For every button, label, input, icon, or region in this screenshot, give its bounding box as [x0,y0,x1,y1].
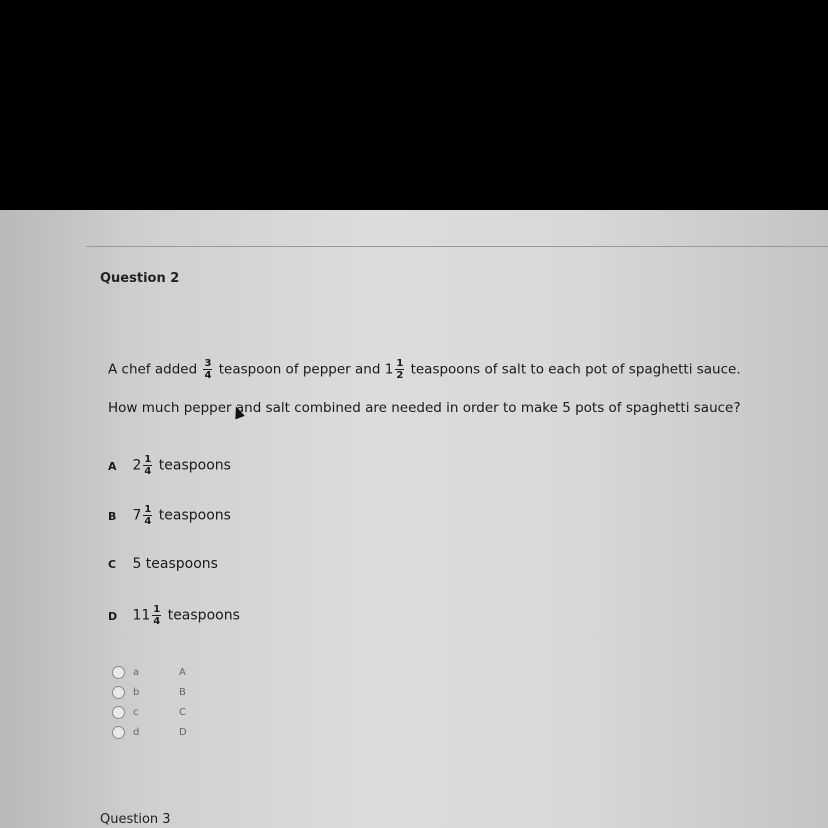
choice-letter: C [108,558,117,571]
fraction-numerator: 1 [153,604,161,615]
option-value: D [179,726,187,738]
fraction-denominator: 4 [153,616,161,627]
choice-whole: 11 [132,607,151,624]
fraction-numerator: 3 [204,358,212,369]
option-label: c [133,706,139,718]
option-label: d [133,726,140,738]
answer-option-c[interactable] [112,702,187,722]
radio-button[interactable] [112,666,125,679]
choice-whole: 2 [132,457,142,474]
answer-options [112,662,187,742]
option-label: b [133,686,140,698]
fraction [143,504,152,527]
fraction-denominator: 4 [144,516,152,527]
choice-b [108,504,231,527]
choice-unit: teaspoons [158,457,231,474]
fraction-numerator: 1 [144,454,152,465]
fraction-numerator: 1 [396,358,404,369]
fraction [395,358,404,381]
option-value: B [179,686,186,698]
option-value: A [179,666,186,678]
choice-letter: A [108,459,117,473]
option-value: C [179,706,186,718]
divider [86,246,828,247]
fraction-denominator: 2 [396,370,404,381]
prompt-text: A chef added [108,361,198,378]
choice-d [108,604,240,627]
choice-letter: D [108,609,118,623]
fraction [143,454,152,477]
radio-button[interactable] [112,686,125,699]
question-3-label: Question 3 [100,812,171,827]
radio-button[interactable] [112,726,125,739]
choice-c [108,556,218,572]
answer-option-b[interactable] [112,682,187,702]
fraction [152,604,161,627]
fraction [203,358,212,381]
prompt-text: teaspoons of salt to each pot of spaghetti sauce. [410,361,741,378]
question-text-line-2: How much pepper and salt combined are needed in order to make 5 pots of spaghetti sauce? [108,400,741,416]
question-2-label: Question 2 [100,271,180,286]
question-text-line-1 [108,358,741,381]
choice-unit: teaspoons [167,607,240,624]
fraction-denominator: 4 [144,466,152,477]
radio-button[interactable] [112,706,125,719]
option-label: a [133,666,140,678]
answer-option-a[interactable] [112,662,187,682]
fraction-denominator: 4 [204,370,212,381]
choice-letter: B [108,509,117,523]
choice-whole: 7 [132,507,142,524]
fraction-numerator: 1 [144,504,152,515]
choice-unit: teaspoons [158,507,231,524]
choice-a [108,454,231,477]
prompt-text: teaspoon of pepper and 1 [218,361,394,378]
answer-option-d[interactable] [112,722,187,742]
choice-text: 5 teaspoons [132,556,218,572]
quiz-screen [0,210,828,828]
